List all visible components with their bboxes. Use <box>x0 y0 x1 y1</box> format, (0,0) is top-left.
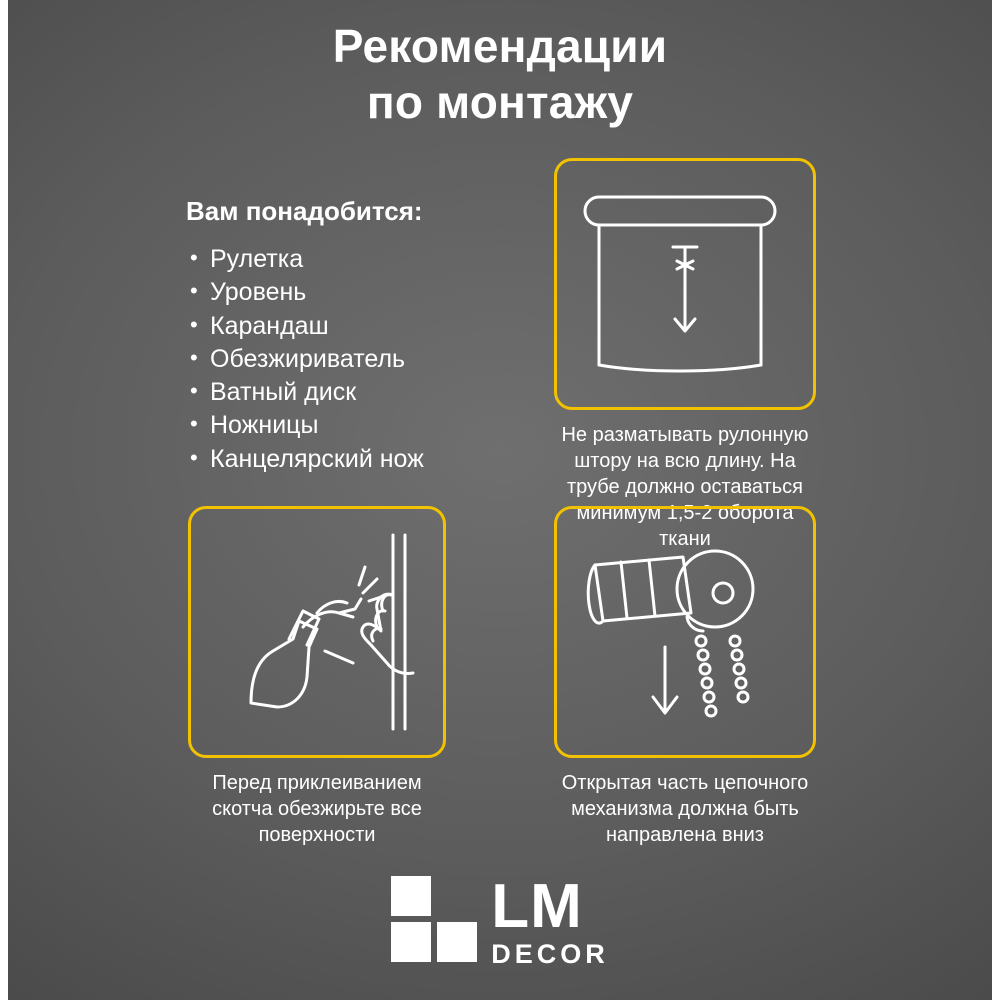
list-item: • Ватный диск <box>186 376 536 409</box>
logo-name: LM <box>491 872 583 941</box>
list-item: • Обезжириватель <box>186 343 536 376</box>
page-title-line-1: Рекомендации <box>332 20 668 72</box>
tip-card-chain-frame <box>554 506 816 758</box>
logo-square-4 <box>437 922 477 962</box>
brand-logo <box>0 872 1000 970</box>
list-item: • Канцелярский нож <box>186 443 536 476</box>
list-item: • Ножницы <box>186 409 536 442</box>
requirements-list <box>186 243 536 476</box>
tip-card-roller-frame <box>554 158 816 410</box>
logo-subtitle: DECOR <box>491 939 609 970</box>
tip-card-chain-caption: Открытая часть цепочного механизма должна быть направлена вниз <box>561 772 809 846</box>
logo-square-1 <box>391 876 431 916</box>
lm-decor-logo-icon <box>391 876 477 962</box>
list-item: • Рулетка <box>186 243 536 276</box>
requirements-heading: Вам понадобится: <box>186 196 423 226</box>
tip-card-degrease-frame <box>188 506 446 758</box>
logo-square-2 <box>437 876 477 916</box>
page-title <box>0 18 1000 130</box>
logo-square-3 <box>391 922 431 962</box>
list-item: • Уровень <box>186 276 536 309</box>
page-title-line-2: по монтажу <box>366 76 634 129</box>
tip-card-roller-caption: Не разматывать рулонную штору на всю длину. На трубе должно оставаться минимум 1,5-2 оборота ткани <box>561 424 809 550</box>
tip-card-chain <box>554 506 816 848</box>
chain-mechanism-icon <box>565 517 805 747</box>
tip-card-roller <box>554 158 816 552</box>
list-item: • Карандаш <box>186 310 536 343</box>
left-margin <box>0 0 8 1000</box>
right-margin <box>992 0 1000 1000</box>
tip-card-degrease-caption: Перед приклеиванием скотча обезжирьте все поверхности <box>212 772 422 846</box>
spray-hand-icon <box>197 517 437 747</box>
tip-card-degrease <box>188 506 446 848</box>
roller-blind-icon <box>565 169 805 399</box>
requirements-section <box>186 196 536 476</box>
